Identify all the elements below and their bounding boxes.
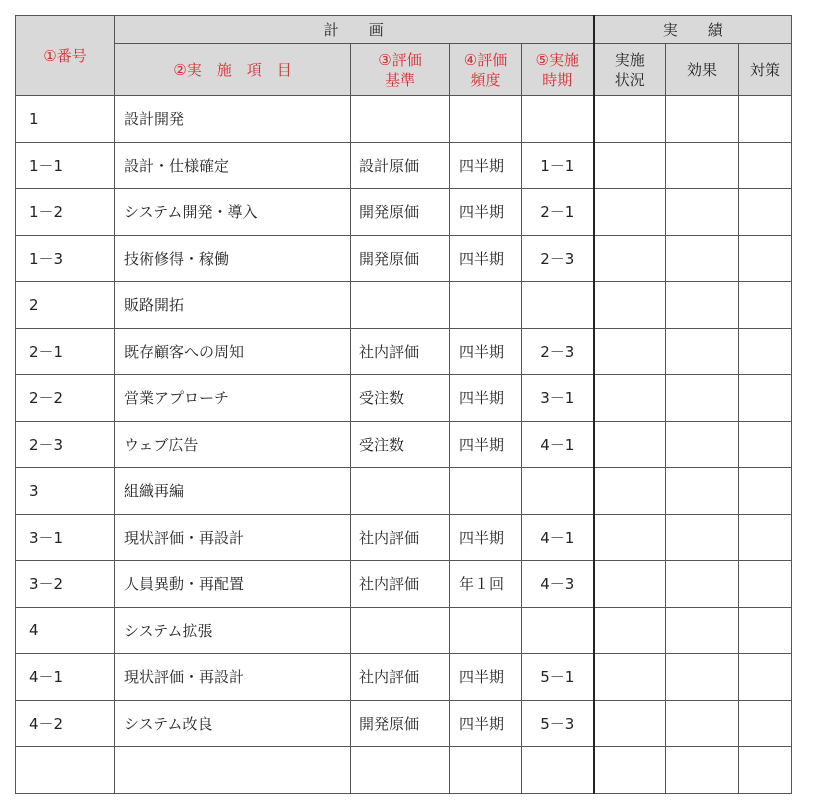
row-status xyxy=(594,468,666,515)
row-frequency xyxy=(450,607,522,654)
row-period: 4－1 xyxy=(522,421,594,468)
row-period: 4－1 xyxy=(522,514,594,561)
row-measure xyxy=(739,375,792,422)
row-number: 2 xyxy=(16,282,115,329)
header-period-line1: ⑤実施 xyxy=(535,50,579,69)
row-item: ウェブ広告 xyxy=(115,421,351,468)
row-period: 4－3 xyxy=(522,561,594,608)
row-period xyxy=(522,607,594,654)
row-status xyxy=(594,561,666,608)
header-criteria xyxy=(351,44,450,96)
table-row xyxy=(16,514,792,561)
row-effect xyxy=(666,561,739,608)
table-row xyxy=(16,468,792,515)
row-number: 4－2 xyxy=(16,700,115,747)
row-frequency: 四半期 xyxy=(450,375,522,422)
row-criteria: 設計原価 xyxy=(351,142,450,189)
row-effect xyxy=(666,514,739,561)
row-frequency xyxy=(450,282,522,329)
header-period xyxy=(522,44,594,96)
row-measure xyxy=(739,654,792,701)
row-item: 設計・仕様確定 xyxy=(115,142,351,189)
table-row xyxy=(16,654,792,701)
row-status xyxy=(594,607,666,654)
row-item: システム改良 xyxy=(115,700,351,747)
header-criteria-line1: ③評価 xyxy=(378,50,422,69)
row-number: 4－1 xyxy=(16,654,115,701)
row-frequency: 四半期 xyxy=(450,142,522,189)
header-number: ①番号 xyxy=(16,16,115,96)
row-measure xyxy=(739,514,792,561)
row-criteria: 社内評価 xyxy=(351,654,450,701)
row-number: 1－3 xyxy=(16,235,115,282)
row-status xyxy=(594,328,666,375)
row-measure xyxy=(739,328,792,375)
row-number: 2－1 xyxy=(16,328,115,375)
header-plan: 計 画 xyxy=(115,16,594,44)
row-criteria xyxy=(351,96,450,143)
row-status xyxy=(594,142,666,189)
row-measure xyxy=(739,747,792,794)
row-item: 既存顧客への周知 xyxy=(115,328,351,375)
header-item: ②実 施 項 目 xyxy=(115,44,351,96)
row-measure xyxy=(739,700,792,747)
row-frequency: 四半期 xyxy=(450,328,522,375)
row-criteria: 開発原価 xyxy=(351,700,450,747)
row-measure xyxy=(739,142,792,189)
row-period xyxy=(522,747,594,794)
header-status xyxy=(594,44,666,96)
row-period: 1－1 xyxy=(522,142,594,189)
header-results: 実 績 xyxy=(594,16,792,44)
row-period xyxy=(522,468,594,515)
row-period: 2－3 xyxy=(522,235,594,282)
row-period: 3－1 xyxy=(522,375,594,422)
row-item: 人員異動・再配置 xyxy=(115,561,351,608)
row-measure xyxy=(739,282,792,329)
row-criteria xyxy=(351,747,450,794)
row-number: 1－2 xyxy=(16,189,115,236)
row-effect xyxy=(666,700,739,747)
row-status xyxy=(594,189,666,236)
row-item: 販路開拓 xyxy=(115,282,351,329)
row-status xyxy=(594,375,666,422)
header-effect: 効果 xyxy=(666,44,739,96)
row-item: 現状評価・再設計 xyxy=(115,654,351,701)
row-item: 設計開発 xyxy=(115,96,351,143)
row-measure xyxy=(739,235,792,282)
row-item xyxy=(115,747,351,794)
row-effect xyxy=(666,142,739,189)
row-status xyxy=(594,700,666,747)
header-status-line2: 状況 xyxy=(614,70,645,89)
table-row xyxy=(16,561,792,608)
table-body xyxy=(16,96,792,794)
row-status xyxy=(594,421,666,468)
row-frequency xyxy=(450,747,522,794)
row-frequency xyxy=(450,96,522,143)
row-number: 1 xyxy=(16,96,115,143)
table-row xyxy=(16,328,792,375)
row-period: 2－3 xyxy=(522,328,594,375)
row-number: 3 xyxy=(16,468,115,515)
table-row xyxy=(16,282,792,329)
header-period-line2: 時期 xyxy=(542,70,573,89)
row-status xyxy=(594,654,666,701)
row-effect xyxy=(666,375,739,422)
header-measure: 対策 xyxy=(739,44,792,96)
row-effect xyxy=(666,654,739,701)
header-status-line1: 実施 xyxy=(614,50,645,69)
row-item: 組織再編 xyxy=(115,468,351,515)
row-frequency xyxy=(450,468,522,515)
row-item: システム開発・導入 xyxy=(115,189,351,236)
row-item: 現状評価・再設計 xyxy=(115,514,351,561)
row-frequency: 四半期 xyxy=(450,189,522,236)
row-status xyxy=(594,514,666,561)
row-criteria: 社内評価 xyxy=(351,514,450,561)
row-measure xyxy=(739,96,792,143)
row-effect xyxy=(666,421,739,468)
row-criteria xyxy=(351,607,450,654)
table-row xyxy=(16,142,792,189)
row-effect xyxy=(666,468,739,515)
row-period: 5－1 xyxy=(522,654,594,701)
header-frequency xyxy=(450,44,522,96)
row-criteria: 社内評価 xyxy=(351,328,450,375)
row-effect xyxy=(666,747,739,794)
row-number xyxy=(16,747,115,794)
table-row xyxy=(16,700,792,747)
row-criteria xyxy=(351,468,450,515)
row-criteria: 受注数 xyxy=(351,375,450,422)
row-item: 営業アプローチ xyxy=(115,375,351,422)
row-criteria: 開発原価 xyxy=(351,189,450,236)
row-criteria: 社内評価 xyxy=(351,561,450,608)
header-frequency-line1: ④評価 xyxy=(463,50,508,69)
row-effect xyxy=(666,328,739,375)
plan-results-table xyxy=(15,15,792,794)
row-effect xyxy=(666,235,739,282)
row-effect xyxy=(666,282,739,329)
row-frequency: 四半期 xyxy=(450,421,522,468)
row-measure xyxy=(739,561,792,608)
header-frequency-line2: 頻度 xyxy=(470,70,501,89)
row-number: 3－2 xyxy=(16,561,115,608)
table-row xyxy=(16,235,792,282)
row-frequency: 四半期 xyxy=(450,514,522,561)
row-measure xyxy=(739,468,792,515)
row-measure xyxy=(739,189,792,236)
row-status xyxy=(594,96,666,143)
table-row xyxy=(16,421,792,468)
row-number: 2－3 xyxy=(16,421,115,468)
row-status xyxy=(594,747,666,794)
row-criteria: 受注数 xyxy=(351,421,450,468)
row-frequency: 四半期 xyxy=(450,235,522,282)
row-effect xyxy=(666,96,739,143)
row-period xyxy=(522,96,594,143)
row-number: 4 xyxy=(16,607,115,654)
row-frequency: 四半期 xyxy=(450,654,522,701)
header-criteria-line2: 基準 xyxy=(384,70,415,89)
row-effect xyxy=(666,607,739,654)
row-measure xyxy=(739,421,792,468)
table-row xyxy=(16,747,792,794)
row-period xyxy=(522,282,594,329)
row-criteria: 開発原価 xyxy=(351,235,450,282)
row-status xyxy=(594,282,666,329)
table-row xyxy=(16,189,792,236)
row-status xyxy=(594,235,666,282)
row-item: 技術修得・稼働 xyxy=(115,235,351,282)
row-number: 1－1 xyxy=(16,142,115,189)
row-period: 2－1 xyxy=(522,189,594,236)
row-frequency: 四半期 xyxy=(450,700,522,747)
row-item: システム拡張 xyxy=(115,607,351,654)
row-period: 5－3 xyxy=(522,700,594,747)
table-row xyxy=(16,375,792,422)
row-number: 3－1 xyxy=(16,514,115,561)
row-frequency: 年１回 xyxy=(450,561,522,608)
row-criteria xyxy=(351,282,450,329)
table-row xyxy=(16,96,792,143)
row-measure xyxy=(739,607,792,654)
table-row xyxy=(16,607,792,654)
row-number: 2－2 xyxy=(16,375,115,422)
row-effect xyxy=(666,189,739,236)
